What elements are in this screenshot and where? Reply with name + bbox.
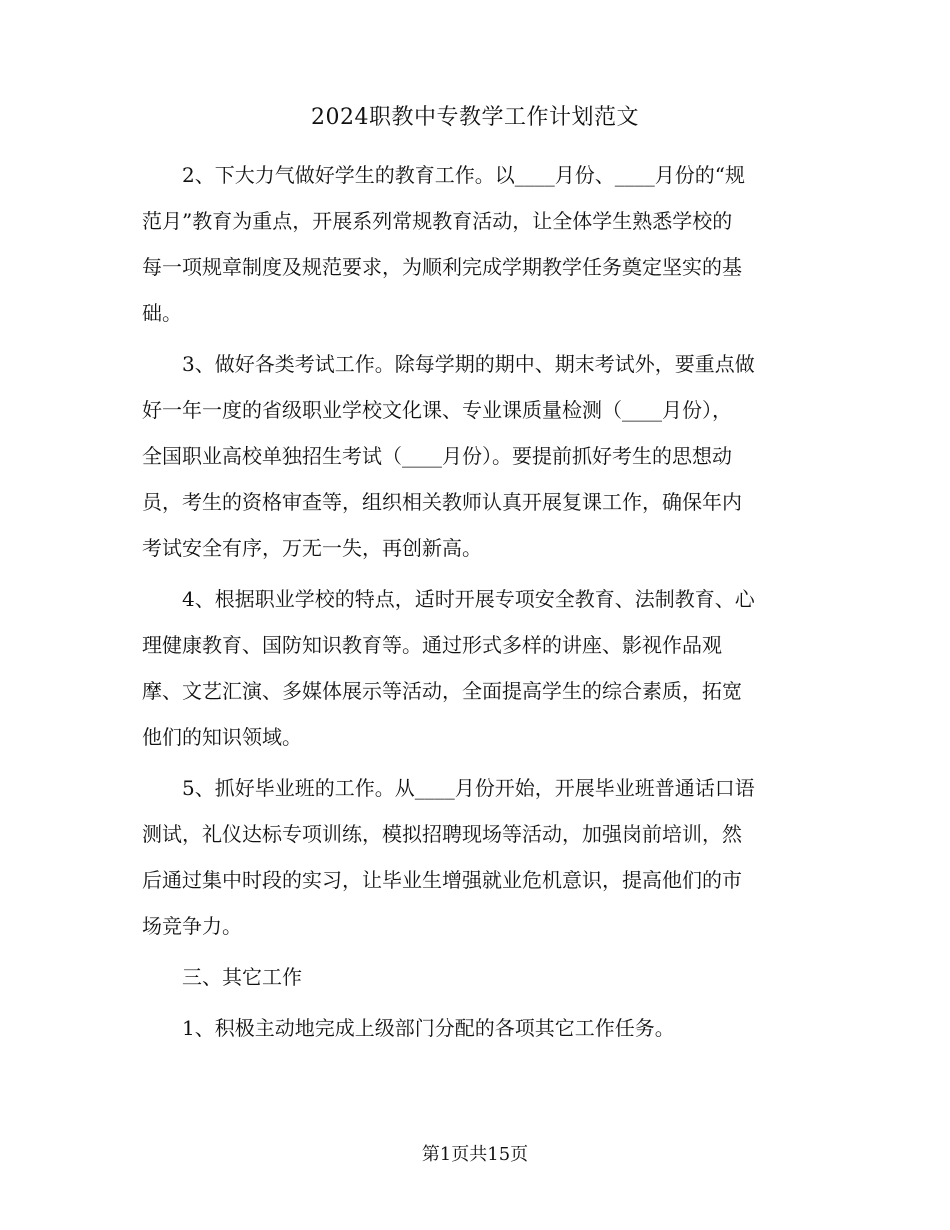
document-title: 2024职教中专教学工作计划范文 (311, 105, 639, 130)
body-line: 范月”教育为重点，开展系列常规教育活动，让全体学生熟悉学校的 (142, 209, 733, 233)
page-number: 第1页共15页 (421, 1144, 529, 1165)
body-line: 2、下大力气做好学生的教育工作。以____月份、____月份的“规 (142, 163, 745, 187)
body-line: 1、积极主动地完成上级部门分配的各项其它工作任务。 (142, 1016, 675, 1040)
body-line: 好一年一度的省级职业学校文化课、专业课质量检测（____月份）， (142, 398, 732, 422)
body-line: 场竞争力。 (142, 914, 242, 938)
body-line: 3、做好各类考试工作。除每学期的期中、期末考试外，要重点做 (142, 352, 755, 376)
body-line: 测试，礼仪达标专项训练，模拟招聘现场等活动，加强岗前培训，然 (142, 822, 742, 846)
body-line: 全国职业高校单独招生考试（____月份）。要提前抓好考生的思想动 (142, 444, 732, 468)
body-line: 考试安全有序，万无一失，再创新高。 (142, 536, 482, 560)
body-line: 员，考生的资格审查等，组织相关教师认真开展复课工作，确保年内 (142, 490, 742, 514)
body-line: 后通过集中时段的实习，让毕业生增强就业危机意识，提高他们的市 (142, 868, 742, 892)
body-line: 5、抓好毕业班的工作。从____月份开始，开展毕业班普通话口语 (142, 776, 755, 800)
body-line: 每一项规章制度及规范要求，为顺利完成学期教学任务奠定坚实的基 (142, 255, 742, 279)
body-line: 他们的知识领域。 (142, 725, 302, 749)
body-line: 础。 (142, 301, 182, 325)
section-heading: 三、其它工作 (142, 965, 302, 989)
body-line: 4、根据职业学校的特点，适时开展专项安全教育、法制教育、心 (142, 587, 755, 611)
body-line: 理健康教育、国防知识教育等。通过形式多样的讲座、影视作品观 (142, 633, 722, 657)
body-line: 摩、文艺汇演、多媒体展示等活动，全面提高学生的综合素质，拓宽 (142, 679, 742, 703)
